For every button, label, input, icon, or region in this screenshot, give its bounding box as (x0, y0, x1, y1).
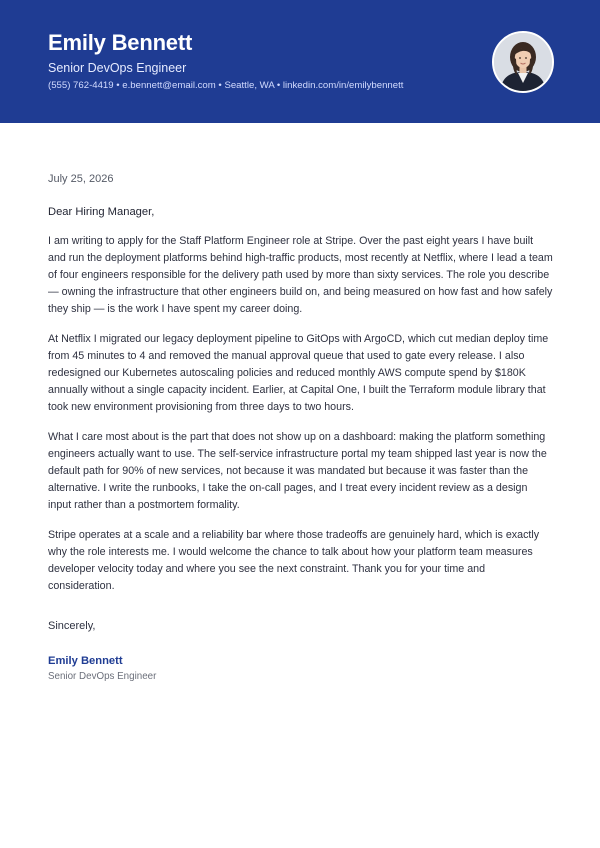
applicant-name: Emily Bennett (48, 30, 193, 55)
letter-date: July 25, 2026 (48, 173, 114, 185)
signature-title: Senior DevOps Engineer (48, 671, 157, 682)
closing: Sincerely, (48, 620, 96, 632)
contact-line: (555) 762-4419 • e.bennett@email.com • Seattle, WA • linkedin.com/in/emilybennett (48, 80, 404, 91)
applicant-title: Senior DevOps Engineer (48, 61, 187, 75)
body-paragraph-4: Stripe operates at a scale and a reliability bar where those tradeoffs are genuinely hard, which is exactly why the role interests me. I would welcome the chance to talk about how your platform team measures developer velocity today and where you see the next constraint. Thank you for your time and consideration. (48, 529, 540, 593)
profile-photo (492, 31, 554, 93)
signature-name: Emily Bennett (48, 655, 123, 667)
header-banner (0, 0, 600, 123)
body-paragraph-1: I am writing to apply for the Staff Platform Engineer role at Stripe. Over the past eight years I have built and run the deployment platforms behind high-traffic products, most recently at Netflix, where I lead a team of four engineers responsible for the delivery path used by more than sixty services. The role you describe — owning the infrastructure that other engineers build on, and being measured on how fast and how safely they ship — is the work I have spent my career doing. (48, 235, 553, 316)
body-paragraph-2: At Netflix I migrated our legacy deployment pipeline to GitOps with ArgoCD, which cut median deploy time from 45 minutes to 4 and removed the manual approval queue that used to gate every release. I also redesigned our Kubernetes autoscaling policies and reduced monthly AWS compute spend by $180K annually without a single capacity incident. Earlier, at Capital One, I built the Terraform module library that took new environment provisioning from three days to two hours. (48, 333, 549, 414)
salutation: Dear Hiring Manager, (48, 206, 155, 218)
portrait-image (494, 33, 552, 91)
body-paragraph-3: What I care most about is the part that does not show up on a dashboard: making the platform something engineers actually want to use. The self-service infrastructure portal my team shipped last year is now the default path for 90% of new services, not because it was mandated but because it was faster than the alternative. I write the runbooks, I take the on-call pages, and I treat every incident review as a design input rather than a postmortem formality. (48, 431, 547, 512)
